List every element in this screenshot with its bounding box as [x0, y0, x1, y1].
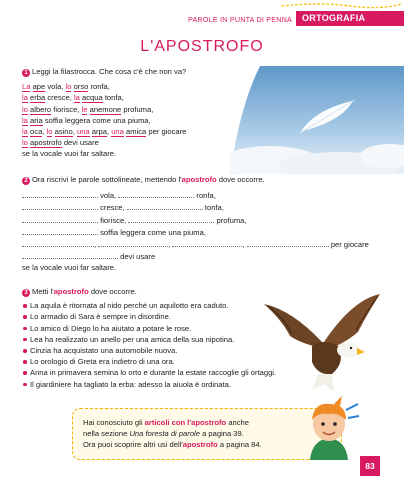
list-item: Lo armadio di Sara è sempre in disordine.	[22, 311, 272, 322]
blank-field[interactable]	[172, 238, 242, 247]
section-badge: ORTOGRAFIA	[296, 11, 404, 26]
sentence-list	[22, 300, 277, 390]
list-item: La aquila è ritornata al nido perché un aquilotto era caduto.	[22, 300, 272, 311]
page-title: L'APOSTROFO	[140, 38, 264, 55]
poem-line: lo apostrofo devi usare	[22, 138, 99, 148]
blank-field[interactable]	[98, 238, 168, 247]
top-bar	[0, 0, 404, 28]
list-item: Lo amico di Diego lo ha aiutato a potare le rose.	[22, 323, 272, 334]
exercise-number: 2	[22, 177, 30, 185]
list-item: Anna in primavera semina lo orto e durante la estate raccoglie gli ortaggi.	[22, 367, 272, 378]
list-item: Cinzia ha acquistato una automobile nuova.	[22, 345, 272, 356]
exercise-number: 1	[22, 69, 30, 77]
list-item: Lea ha realizzato un anello per una amica della sua nipotina.	[22, 334, 272, 345]
boy-illustration	[296, 396, 362, 460]
poem-line: la aria soffia leggera come una piuma,	[22, 115, 151, 125]
blank-field[interactable]	[247, 238, 329, 247]
list-item: Lo orologio di Greta era indietro di una ora.	[22, 356, 272, 367]
page-number: 83	[360, 456, 380, 476]
blank-field[interactable]	[22, 226, 98, 235]
poem-line: La ape vola, lo orso ronfa,	[22, 82, 110, 92]
blank-field[interactable]	[22, 201, 98, 210]
exercise-2-instruction: 2 Ora riscrivi le parole sottolineate, mettendo l'apostrofo dove occorre.	[22, 174, 392, 185]
info-note: Hai conosciuto gli articoli con l'apostrofo anche nella sezione Una foresta di parole a pagina 39. Ora puoi scoprire altri usi dell'apostrofo a pagina 84.	[72, 408, 342, 460]
blank-field[interactable]	[118, 189, 194, 198]
exercise-number: 3	[22, 289, 30, 297]
blank-field[interactable]	[22, 250, 118, 259]
exercise-2-last-line: se la vocale vuoi far saltare.	[22, 263, 117, 273]
sky-feather-image	[230, 66, 404, 174]
exercise-3-instruction: 3 Metti l'apostrofo dove occorre.	[22, 286, 272, 297]
poem-line: lo albero fiorisce, le anemone profuma,	[22, 104, 154, 114]
blank-field[interactable]	[128, 214, 214, 223]
poem	[22, 81, 242, 159]
poem-line: la oca, lo asino, una arpa, una amica per giocare	[22, 127, 187, 137]
exercise-1-instruction: 1 Leggi la filastrocca. Che cosa c'è che non va?	[22, 66, 242, 77]
list-item: Il giardiniere ha tagliato la erba: adesso la aiuola è ordinata.	[22, 379, 272, 390]
blank-field[interactable]	[22, 214, 98, 223]
header-subtitle: PAROLE IN PUNTA DI PENNA	[188, 15, 292, 24]
exercise-3	[22, 286, 277, 390]
eagle-image	[262, 290, 382, 400]
poem-line: la erba cresce, la acqua tonfa,	[22, 93, 124, 103]
exercise-2: 2 Ora riscrivi le parole sottolineate, mettendo l'apostrofo dove occorre. vola, ronfa, cresce, tonfa, fiorisce, profuma, soffia leggera come una piuma, , , , per giocare devi usare se la vocale vuoi far saltare.	[22, 174, 392, 274]
exercise-1	[22, 66, 242, 160]
poem-line: se la vocale vuoi far saltare.	[22, 149, 117, 159]
blank-field[interactable]	[127, 201, 203, 210]
blank-field[interactable]	[22, 189, 98, 198]
blank-field[interactable]	[22, 238, 94, 247]
